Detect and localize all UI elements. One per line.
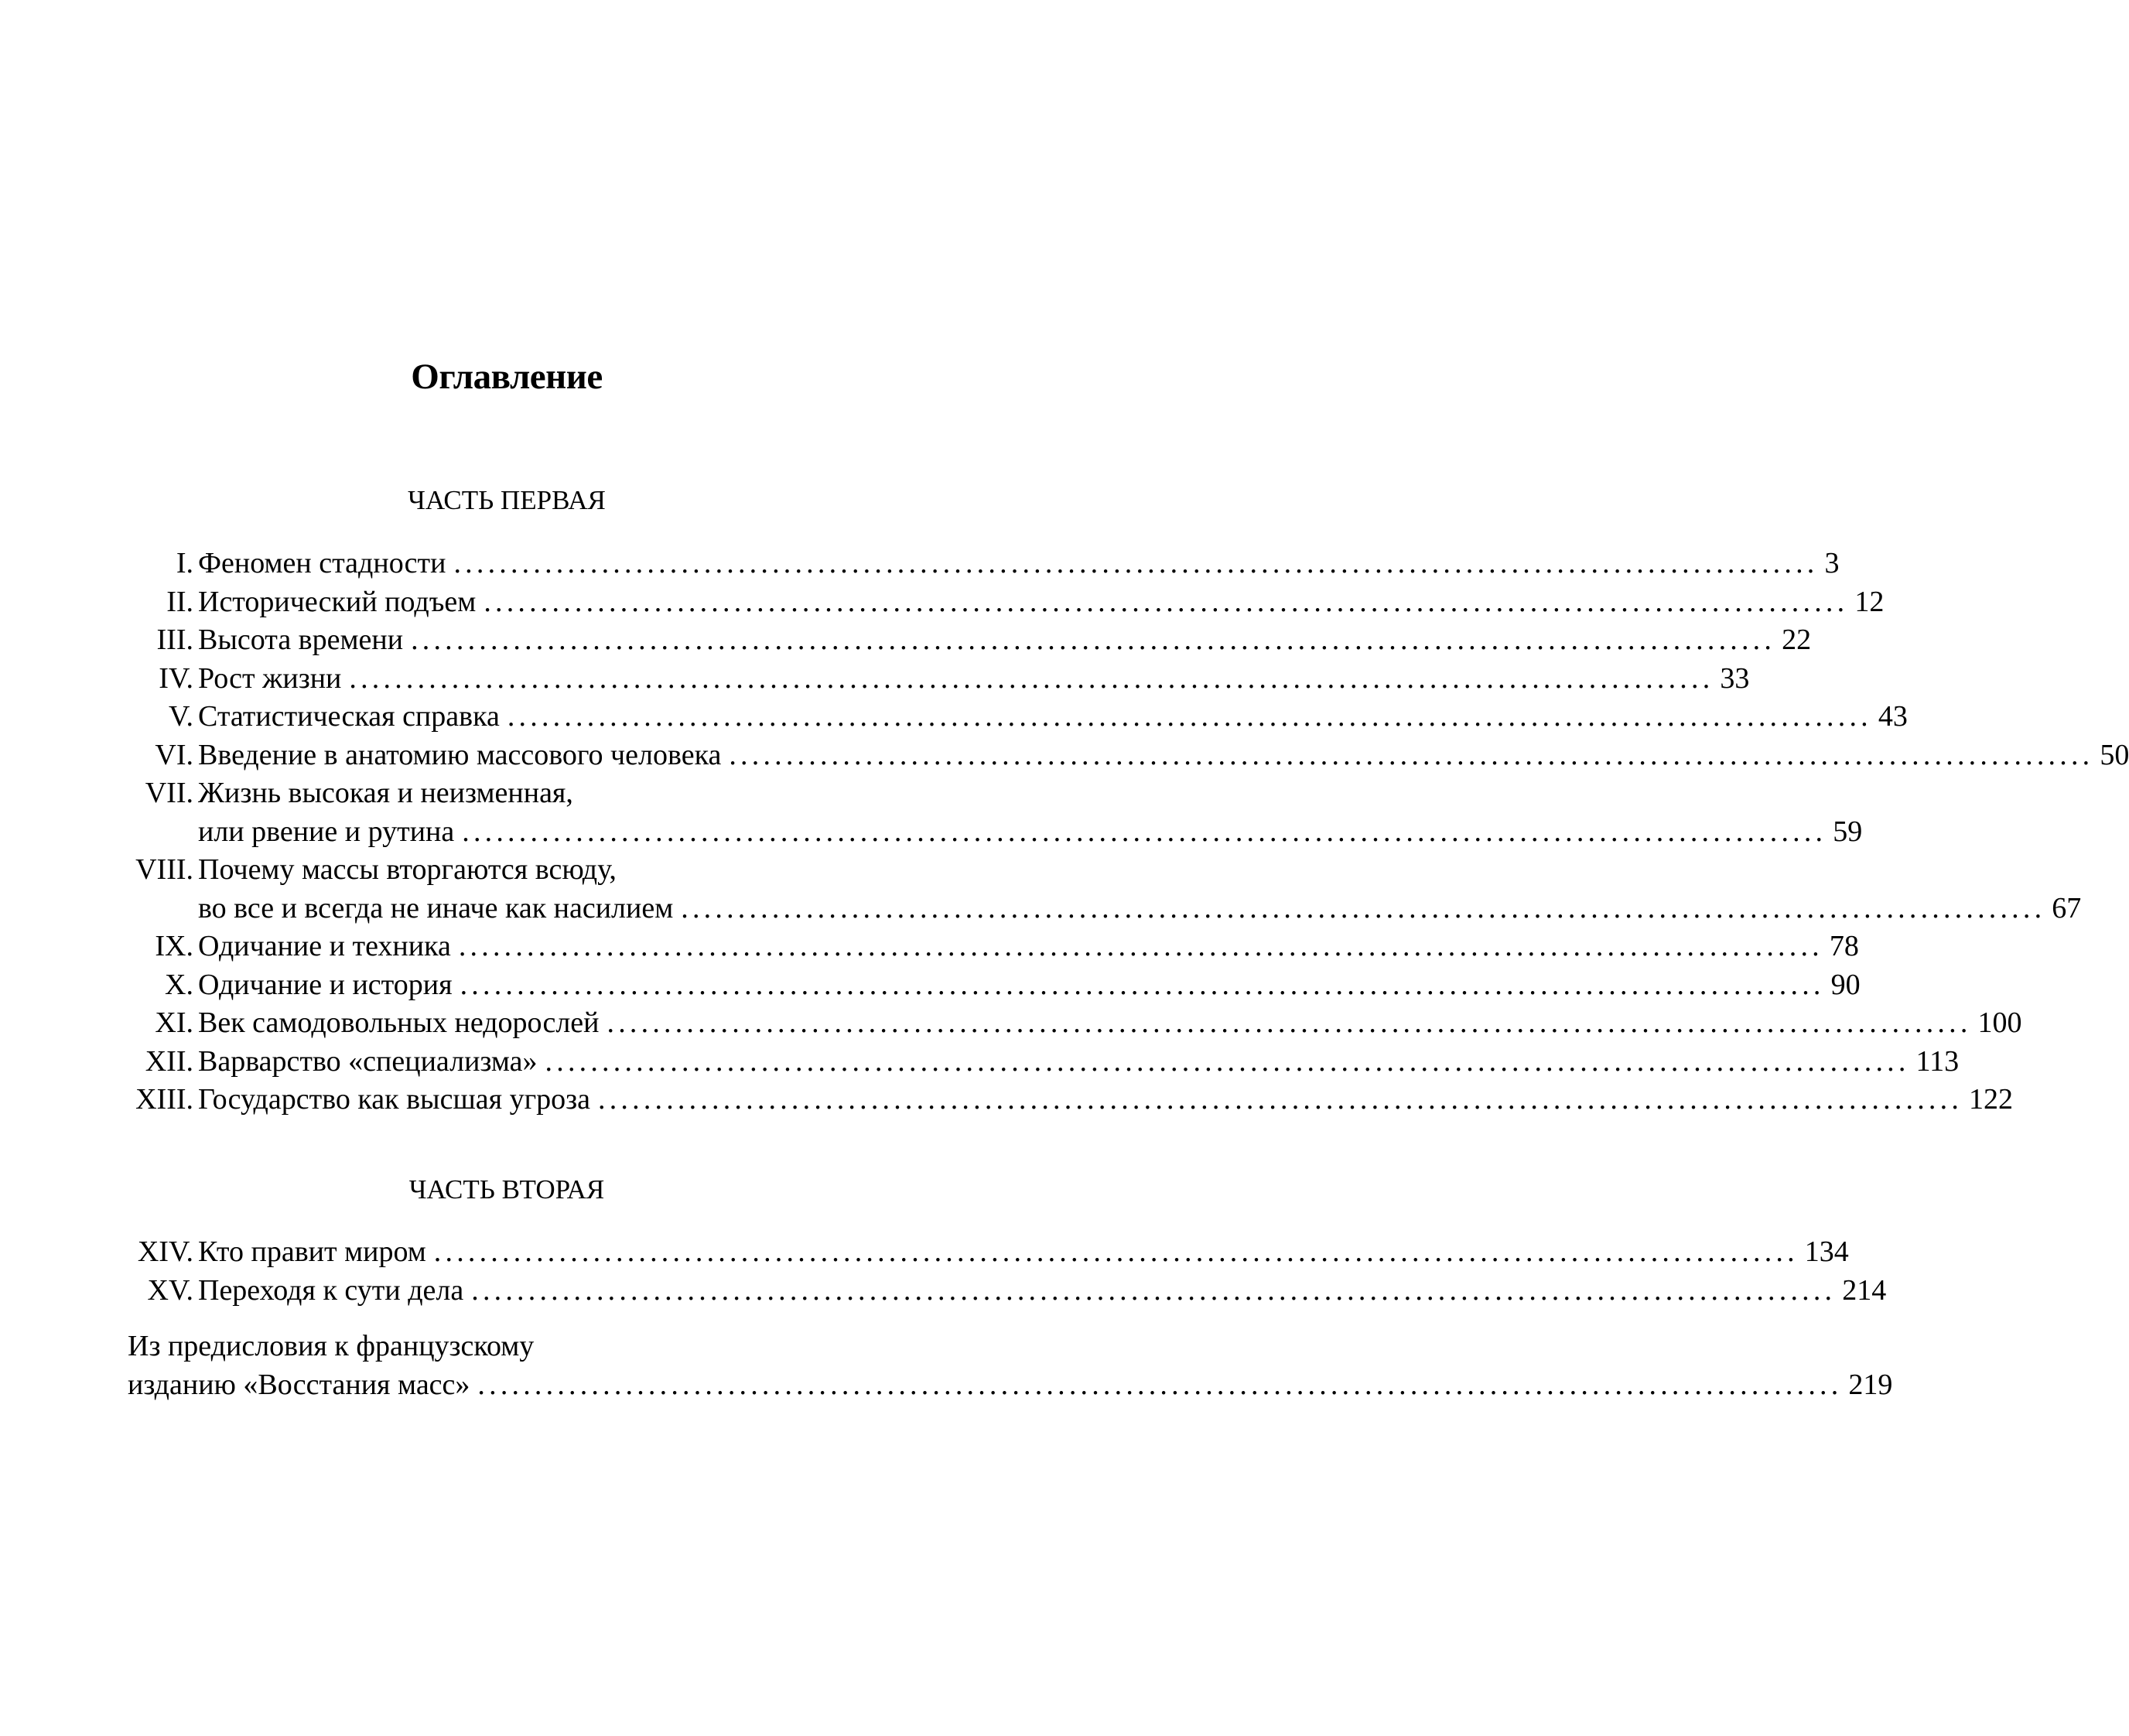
chapter-title: Введение в анатомию массового человека bbox=[198, 738, 722, 771]
toc-entry bbox=[0, 698, 1908, 736]
toc-entry bbox=[0, 545, 1840, 583]
page-number: 59 bbox=[1833, 815, 1863, 848]
chapter-body bbox=[198, 1272, 1887, 1311]
appendix-text-2: изданию «Восстания масс» bbox=[128, 1368, 470, 1401]
chapter-body bbox=[198, 1233, 1849, 1272]
chapter-body bbox=[198, 1004, 2022, 1043]
chapter-body bbox=[198, 966, 1861, 1005]
chapter-title-line bbox=[198, 545, 1840, 583]
page-number: 122 bbox=[1969, 1083, 2014, 1116]
chapter-number: I. bbox=[176, 547, 193, 579]
chapter-title-line bbox=[198, 851, 887, 890]
dot-leader: ........................................................................................................................ bbox=[453, 547, 1819, 579]
toc-entry bbox=[0, 621, 1812, 660]
chapter-title-line bbox=[198, 1272, 1887, 1311]
part-one-heading: ЧАСТЬ ПЕРВАЯ bbox=[408, 485, 606, 515]
page-number: 78 bbox=[1829, 930, 1859, 962]
part-one-toc bbox=[0, 545, 2129, 1119]
toc-entry bbox=[0, 1272, 1887, 1311]
page-number: 113 bbox=[1915, 1044, 1960, 1078]
chapter-body bbox=[198, 583, 1885, 622]
chapter-title-line bbox=[198, 660, 1750, 699]
chapter-title: Кто правит миром bbox=[198, 1235, 426, 1268]
chapter-number: VI. bbox=[155, 738, 193, 771]
dot-leader: ........................................................................................................................ bbox=[433, 1235, 1799, 1268]
dot-leader: ........................................................................................................................ bbox=[681, 891, 2046, 924]
dot-leader: ........................................................................................................................ bbox=[458, 930, 1823, 962]
chapter-number: VII. bbox=[145, 777, 193, 809]
dot-leader: ........................................................................................................................ bbox=[411, 624, 1776, 656]
chapter-title-line bbox=[198, 698, 1908, 736]
part-two-heading: ЧАСТЬ ВТОРАЯ bbox=[408, 1174, 605, 1205]
toc-entry bbox=[0, 660, 1750, 699]
chapter-body bbox=[198, 774, 1863, 851]
chapter-title: Одичание и техника bbox=[198, 930, 451, 962]
chapter-body bbox=[198, 851, 2082, 928]
dot-leader: ........................................................................................................................ bbox=[462, 815, 1827, 848]
chapter-number: V. bbox=[168, 700, 193, 733]
toc-entry bbox=[0, 966, 1861, 1005]
chapter-title: Статистическая справка bbox=[198, 700, 500, 733]
dot-leader: ........................................................................................................................ bbox=[607, 1006, 1972, 1039]
dot-leader: ........................................................................................................................ bbox=[507, 700, 1872, 733]
chapter-body bbox=[198, 928, 1859, 966]
chapter-title: Варварство «специализма» bbox=[198, 1044, 538, 1078]
page-number: 134 bbox=[1804, 1235, 1849, 1268]
chapter-body bbox=[198, 621, 1812, 660]
chapter-number: IV. bbox=[159, 661, 193, 695]
appendix-text-1: Из предисловия к французскому bbox=[128, 1330, 535, 1362]
chapter-title: Государство как высшая угроза bbox=[198, 1083, 591, 1116]
chapter-title-line bbox=[198, 1233, 1849, 1272]
toc-entry bbox=[0, 1081, 2014, 1119]
chapter-title-line bbox=[198, 736, 2129, 775]
chapter-title-line bbox=[198, 890, 2082, 928]
dot-leader: ........................................................................................................................ bbox=[460, 968, 1825, 1001]
chapter-number: XIII. bbox=[135, 1083, 193, 1116]
page-number: 214 bbox=[1842, 1273, 1887, 1307]
appendix-line-1 bbox=[128, 1328, 887, 1366]
chapter-number: III. bbox=[156, 624, 193, 656]
page-number: 3 bbox=[1824, 547, 1840, 579]
chapter-title: или рвение и рутина bbox=[198, 815, 455, 848]
dot-leader: ........................................................................................................................ bbox=[349, 661, 1714, 695]
page-number: 43 bbox=[1878, 700, 1908, 733]
chapter-body bbox=[198, 660, 1750, 699]
chapter-title-line bbox=[198, 1043, 1960, 1082]
toc-entry bbox=[0, 1004, 2022, 1043]
page-title: Оглавление bbox=[411, 357, 603, 397]
appendix-entry bbox=[128, 1328, 1893, 1404]
dot-leader: ........................................................................................................................ bbox=[545, 1044, 1910, 1078]
chapter-title-line bbox=[198, 621, 1812, 660]
chapter-body bbox=[198, 545, 1840, 583]
chapter-title-line bbox=[198, 813, 1863, 852]
chapter-number: II. bbox=[166, 585, 193, 618]
chapter-title-line bbox=[198, 774, 887, 813]
page-number: 100 bbox=[1977, 1006, 2022, 1039]
appendix-page-number: 219 bbox=[1848, 1368, 1893, 1401]
chapter-title-line bbox=[198, 1004, 2022, 1043]
chapter-number: IX. bbox=[155, 930, 193, 962]
chapter-body bbox=[198, 1043, 1960, 1082]
chapter-title: Переходя к сути дела bbox=[198, 1273, 464, 1307]
chapter-number: XV. bbox=[147, 1273, 193, 1307]
dot-leader: ........................................................................................................................ bbox=[477, 1368, 1843, 1401]
chapter-title: Век самодовольных недорослей bbox=[198, 1006, 600, 1039]
chapter-title: Рост жизни bbox=[198, 661, 342, 695]
chapter-number: XI. bbox=[155, 1006, 193, 1039]
chapter-number: X. bbox=[165, 968, 193, 1001]
page-number: 90 bbox=[1830, 968, 1861, 1001]
chapter-title: Жизнь высокая и неизменная, bbox=[198, 777, 573, 809]
chapter-title-line bbox=[198, 1081, 2014, 1119]
toc-entry bbox=[0, 736, 2129, 775]
page-number: 22 bbox=[1782, 624, 1812, 656]
toc-entry bbox=[0, 774, 1863, 851]
page-number: 33 bbox=[1720, 661, 1750, 695]
chapter-body bbox=[198, 736, 2129, 775]
page-number: 50 bbox=[2100, 738, 2129, 771]
chapter-title: во все и всегда не иначе как насилием bbox=[198, 891, 674, 924]
chapter-number: VIII. bbox=[135, 853, 193, 886]
chapter-number: XII. bbox=[145, 1044, 193, 1078]
toc-entry bbox=[0, 1233, 1849, 1272]
toc-entry bbox=[0, 928, 1859, 966]
chapter-number: XIV. bbox=[137, 1235, 193, 1268]
chapter-title: Почему массы вторгаются всюду, bbox=[198, 853, 617, 886]
page-number: 12 bbox=[1854, 585, 1885, 618]
chapter-title-line bbox=[198, 928, 1859, 966]
chapter-body bbox=[198, 698, 1908, 736]
chapter-title: Феномен стадности bbox=[198, 547, 446, 579]
page-number: 67 bbox=[2052, 891, 2082, 924]
chapter-title: Одичание и история bbox=[198, 968, 453, 1001]
dot-leader: ........................................................................................................................ bbox=[471, 1273, 1837, 1307]
dot-leader: ........................................................................................................................ bbox=[484, 585, 1849, 618]
chapter-title-line bbox=[198, 583, 1885, 622]
chapter-body bbox=[198, 1081, 2014, 1119]
dot-leader: ........................................................................................................................ bbox=[598, 1083, 1963, 1116]
toc-entry bbox=[0, 1043, 1960, 1082]
chapter-title-line bbox=[198, 966, 1861, 1005]
appendix-line-2 bbox=[128, 1366, 1893, 1405]
toc-entry bbox=[0, 583, 1885, 622]
chapter-title: Высота времени bbox=[198, 624, 404, 656]
toc-entry bbox=[0, 851, 2082, 928]
dot-leader: ........................................................................................................................ bbox=[729, 738, 2094, 771]
part-two-toc bbox=[0, 1233, 1887, 1310]
chapter-title: Исторический подъем bbox=[198, 585, 477, 618]
